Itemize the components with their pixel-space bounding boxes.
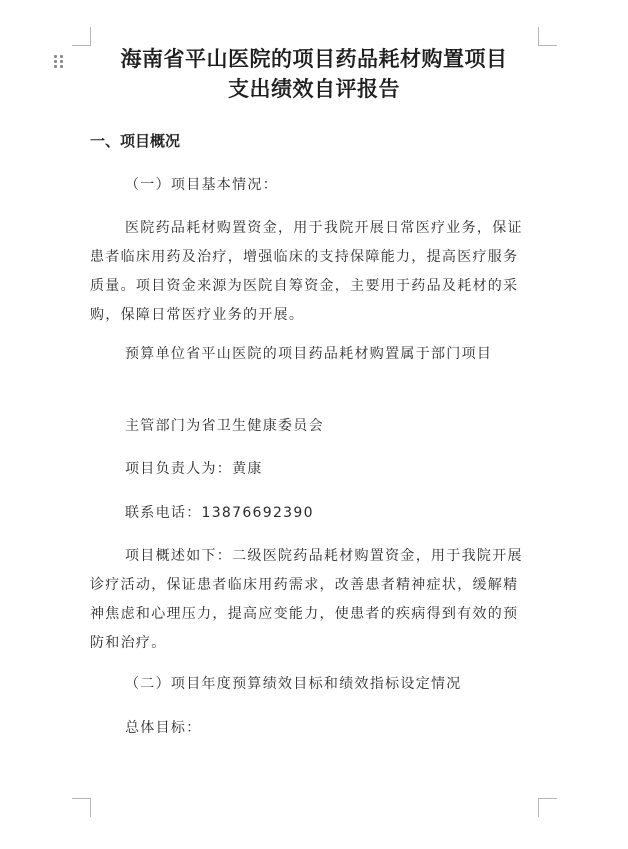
drag-handle-icon[interactable] bbox=[54, 55, 64, 69]
paragraph-overall-goal: 总体目标： bbox=[125, 720, 202, 736]
subsection-heading-basic-info: （一）项目基本情况： bbox=[125, 177, 278, 193]
page-corner-mark-top-right bbox=[538, 27, 557, 46]
paragraph-budget-unit: 预算单位省平山医院的项目药品耗材购置属于部门项目 bbox=[125, 346, 493, 362]
paragraph-project-lead: 项目负责人为：黄康 bbox=[125, 461, 263, 477]
document-page bbox=[90, 44, 538, 736]
paragraph-supervising-dept: 主管部门为省卫生健康委员会 bbox=[125, 418, 324, 434]
paragraph-funding-purpose: 医院药品耗材购置资金，用于我院开展日常医疗业务，保证患者临床用药及治疗，增强临床的支持保障能力，提高医疗服务质量。项目资金来源为医院自筹资金，主要用于药品及耗材的采购，保障日常医疗业务的开展。 bbox=[90, 220, 523, 323]
page-corner-mark-bottom-left bbox=[72, 798, 91, 817]
document-title-line-2: 支出绩效自评报告 bbox=[228, 77, 400, 101]
section-heading-overview: 一、项目概况 bbox=[90, 132, 181, 150]
document-title bbox=[90, 44, 538, 104]
subsection-heading-performance-goals: （二）项目年度预算绩效目标和绩效指标设定情况 bbox=[125, 676, 462, 692]
paragraph-contact-phone: 联系电话：13876692390 bbox=[125, 505, 314, 521]
paragraph-project-summary: 项目概述如下：二级医院药品耗材购置资金，用于我院开展诊疗活动，保证患者临床用药需求，改善患者精神症状，缓解精神焦虑和心理压力，提高应变能力，使患者的疾病得到有效的预防和治疗。 bbox=[90, 548, 523, 651]
page-corner-mark-top-left bbox=[72, 27, 91, 46]
page-corner-mark-bottom-right bbox=[538, 798, 557, 817]
document-title-line-1: 海南省平山医院的项目药品耗材购置项目 bbox=[120, 47, 508, 71]
